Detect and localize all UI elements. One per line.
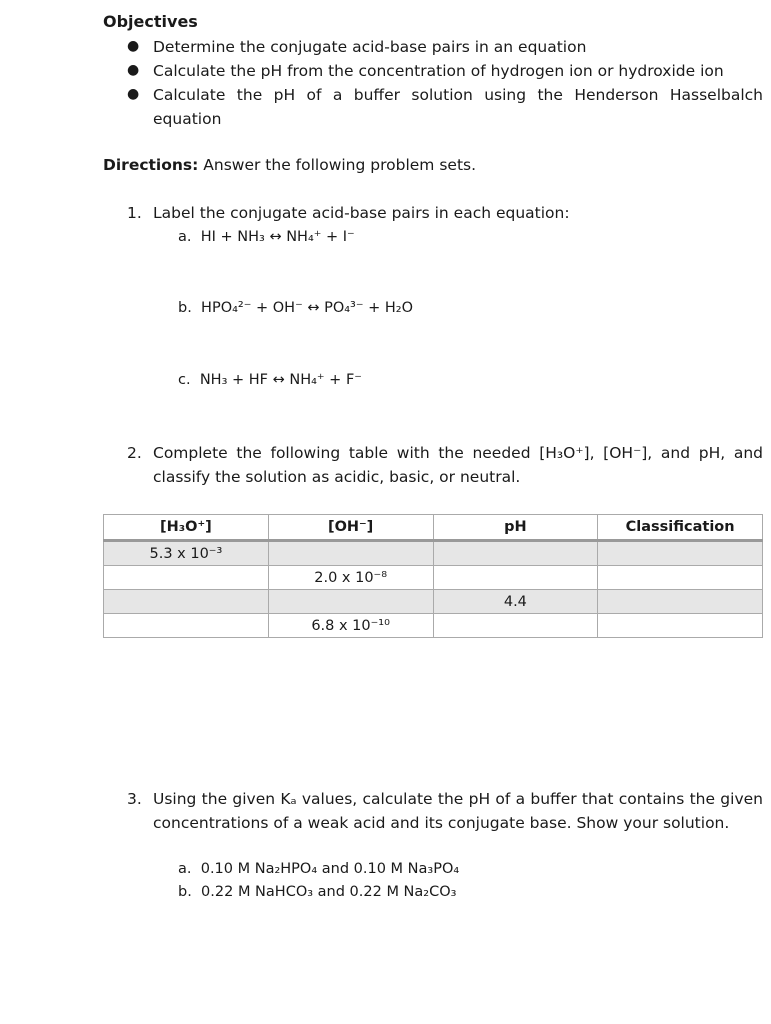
q1-item-c bbox=[178, 372, 362, 388]
q2-number: 2. bbox=[127, 444, 142, 462]
bullet-icon: ● bbox=[127, 86, 140, 102]
cell bbox=[598, 614, 763, 638]
cell: 2.0 x 10⁻⁸ bbox=[268, 566, 433, 590]
header-oh: [OH⁻] bbox=[268, 515, 433, 541]
header-classification: Classification bbox=[598, 515, 763, 541]
equation: HPO₄²⁻ + OH⁻ ↔ PO₄³⁻ + H₂O bbox=[201, 300, 414, 316]
header-ph: pH bbox=[433, 515, 598, 541]
cell bbox=[268, 590, 433, 614]
bullet-icon: ● bbox=[127, 62, 140, 78]
q1-item-a bbox=[178, 229, 355, 245]
directions bbox=[103, 156, 476, 174]
item-letter: b. bbox=[178, 884, 192, 900]
objective-item: Determine the conjugate acid-base pairs in an equation bbox=[153, 38, 587, 56]
objective-item: Calculate the pH of a buffer solution using the Henderson Hasselbalch equation bbox=[153, 86, 763, 128]
cell bbox=[104, 566, 269, 590]
item-letter: b. bbox=[178, 300, 192, 316]
q3-item-a bbox=[178, 861, 459, 877]
cell bbox=[598, 566, 763, 590]
item-text: 0.22 M NaHCO₃ and 0.22 M Na₂CO₃ bbox=[201, 884, 457, 900]
cell bbox=[104, 614, 269, 638]
cell bbox=[598, 590, 763, 614]
directions-label: Directions: bbox=[103, 156, 199, 174]
table-row bbox=[104, 566, 763, 590]
cell bbox=[598, 541, 763, 566]
item-letter: a. bbox=[178, 861, 192, 877]
item-letter: c. bbox=[178, 372, 191, 388]
q1-number: 1. bbox=[127, 204, 142, 222]
q3-item-b bbox=[178, 884, 456, 900]
cell bbox=[433, 614, 598, 638]
equation: NH₃ + HF ↔ NH₄⁺ + F⁻ bbox=[199, 372, 362, 388]
cell: 5.3 x 10⁻³ bbox=[104, 541, 269, 566]
q1-text: Label the conjugate acid-base pairs in each equation: bbox=[153, 204, 570, 222]
q3-number: 3. bbox=[127, 790, 142, 808]
item-letter: a. bbox=[178, 229, 192, 245]
objective-item: Calculate the pH from the concentration of hydrogen ion or hydroxide ion bbox=[153, 62, 724, 80]
header-h3o: [H₃O⁺] bbox=[104, 515, 269, 541]
cell bbox=[268, 541, 433, 566]
table-header bbox=[104, 515, 763, 541]
cell bbox=[104, 590, 269, 614]
q3-text: Using the given Kₐ values, calculate the pH of a buffer that contains the given concentrations of a weak acid and its conjugate base. Show your solution. bbox=[153, 790, 763, 832]
cell bbox=[433, 566, 598, 590]
q2-text: Complete the following table with the needed [H₃O⁺], [OH⁻], and pH, and classify the solution as acidic, basic, or neutral. bbox=[153, 444, 763, 486]
q1-item-b bbox=[178, 300, 413, 316]
cell: 6.8 x 10⁻¹⁰ bbox=[268, 614, 433, 638]
objectives-title: Objectives bbox=[103, 12, 198, 31]
bullet-icon: ● bbox=[127, 38, 140, 54]
equation: HI + NH₃ ↔ NH₄⁺ + I⁻ bbox=[200, 229, 355, 245]
ph-table bbox=[103, 514, 763, 638]
table-row bbox=[104, 590, 763, 614]
directions-text: Answer the following problem sets. bbox=[198, 156, 477, 174]
table-row bbox=[104, 541, 763, 566]
item-text: 0.10 M Na₂HPO₄ and 0.10 M Na₃PO₄ bbox=[200, 861, 460, 877]
table-row bbox=[104, 614, 763, 638]
cell: 4.4 bbox=[433, 590, 598, 614]
cell bbox=[433, 541, 598, 566]
